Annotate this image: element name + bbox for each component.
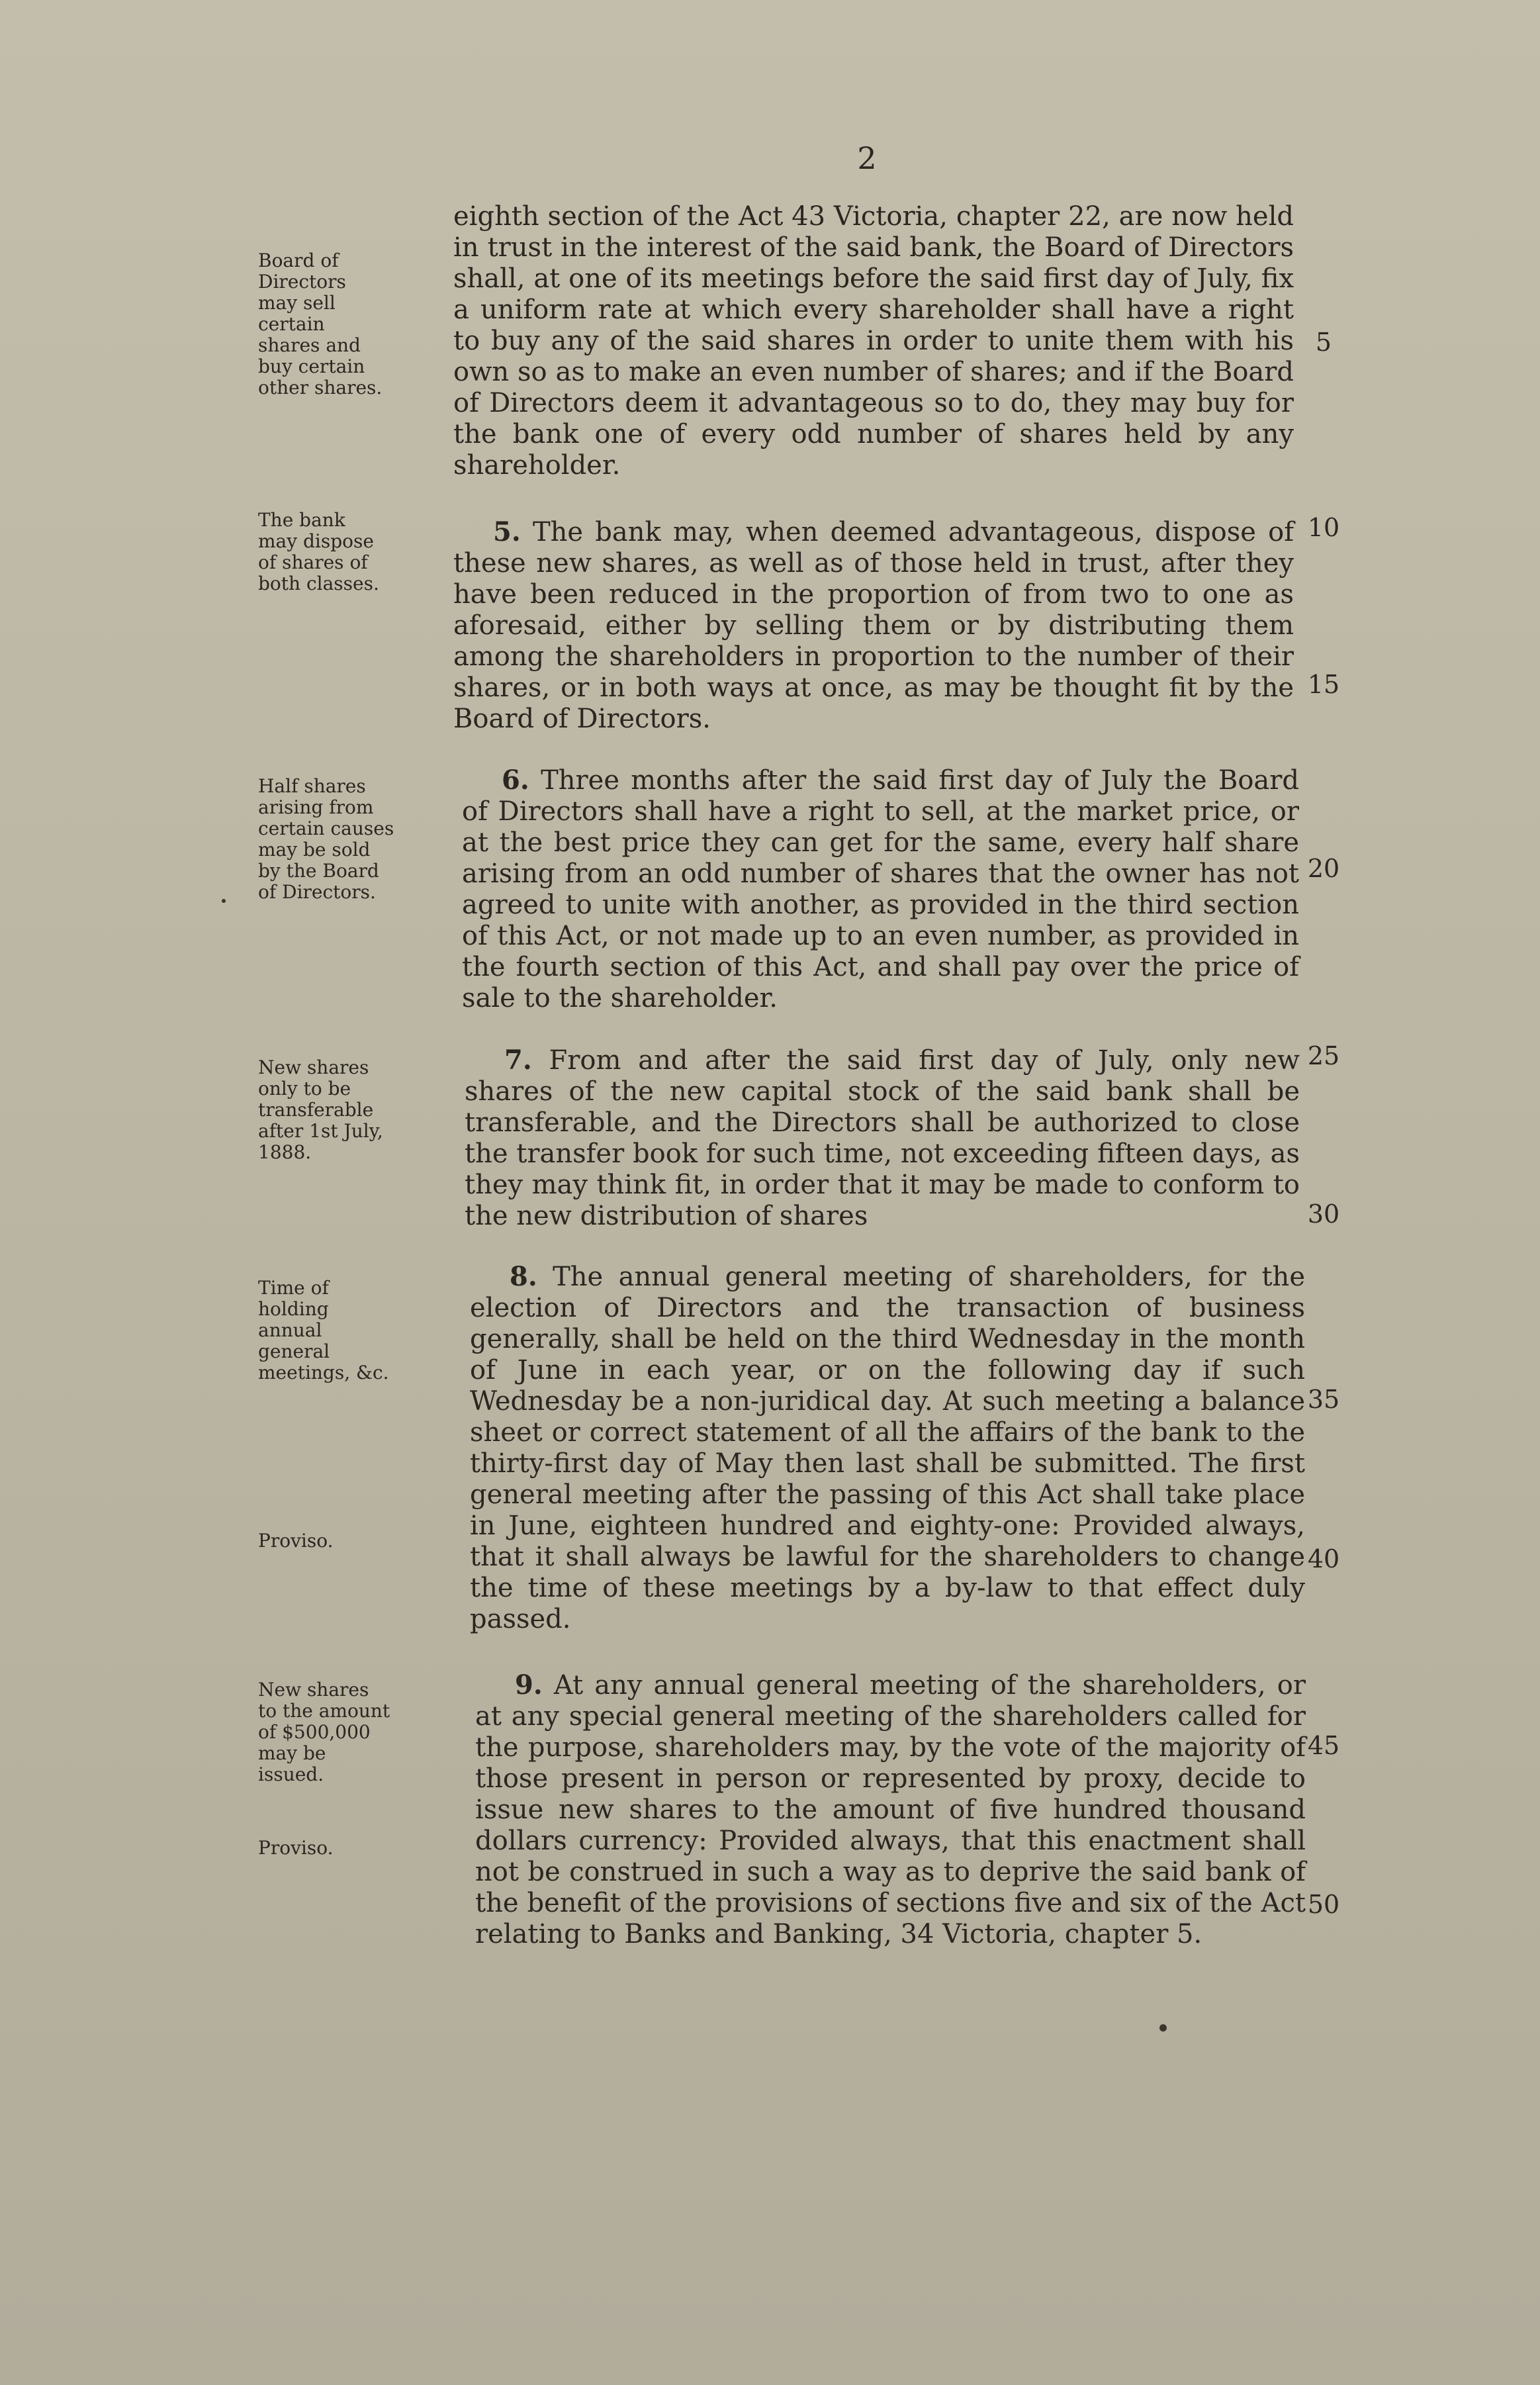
margin-note-half-shares: Half shares arising from certain causes may be sold by the Board of Directors. [258, 775, 394, 903]
margin-note-proviso-2: Proviso. [258, 1837, 334, 1859]
line-number: 15 [1307, 670, 1340, 699]
section-text: At any annual general meeting of the shareholders, or at any special general meeting of the shareholders called for the purpose, shareholders may, by the vote of the majority of those present in person or represented by proxy, decide to issue new shares to the amount of five hundred thousand dollars currency: Provided always, that this enactment shall not be construed in such a way as to deprive the said bank of the benefit of the provisions of sections five and six of the Act relating to Banks and Banking, 34 Victoria, chapter 5. [475, 1670, 1306, 1949]
margin-note-new-shares-issued: New shares to the amount of $500,000 may be issued. [258, 1679, 390, 1785]
section-number: 7. [504, 1045, 532, 1076]
section-7 [465, 1045, 1300, 1232]
line-number: 30 [1307, 1199, 1340, 1229]
line-number: 20 [1307, 854, 1340, 883]
margin-note-annual-meetings: Time of holding annual general meetings, &c. [258, 1277, 389, 1383]
margin-note-bank-may-dispose: The bank may dispose of shares of both classes. [258, 509, 379, 594]
line-number: 35 [1307, 1385, 1340, 1414]
margin-note-proviso: Proviso. [258, 1530, 334, 1552]
line-number: 25 [1307, 1041, 1340, 1070]
section-5 [453, 516, 1294, 735]
section-6 [462, 765, 1299, 1014]
section-text: The annual general meeting of shareholders, for the election of Directors and the transaction of business generally, shall be held on the third Wednesday in the month of June in each year, or on the following day if such Wednesday be a non-juridical day. At such meeting a balance sheet or correct statement of all the affairs of the bank to the thirty-first day of May then last shall be submitted. The first general meeting after the passing of this Act shall take place in June, eighteen hundred and eighty-one: Provided always, that it shall always be lawful for the shareholders to change the time of these meetings by a by-law to that effect duly passed. [470, 1262, 1305, 1634]
ink-speck [222, 899, 226, 903]
section-text: Three months after the said first day of July the Board of Directors shall have a right to sell, at the market price, or at the best price they can get for the same, every half share arising from an odd number of shares that the owner has not agreed to unite with another, as provided in the third section of this Act, or not made up to an even number, as provided in the fourth section of this Act, and shall pay over the price of sale to the shareholder. [462, 765, 1300, 1013]
line-number: 40 [1307, 1544, 1340, 1573]
section-number: 9. [515, 1669, 543, 1701]
section-8 [470, 1261, 1305, 1635]
line-number: 5 [1315, 328, 1332, 357]
line-number: 50 [1307, 1890, 1340, 1919]
paragraph-text: eighth section of the Act 43 Victoria, chapter 22, are now held in trust in the interest of the said bank, the Board of Directors shall, at one of its meetings before the said first day of July, fix a uniform rate at which every shareholder shall have a right to buy any of the said shares in order to unite them with his own so as to make an even number of shares; and if the Board of Directors deem it advantageous so to do, they may buy for the bank one of every odd number of shares held by any shareholder. [453, 201, 1294, 481]
margin-note-board-may-sell: Board of Directors may sell certain shares and buy certain other shares. [258, 250, 383, 398]
section-9 [475, 1669, 1306, 1950]
section-text: From and after the said first day of July, only new shares of the new capital stock of the said bank shall be transferable, and the Directors shall be authorized to close the transfer book for such time, not exceeding fifteen days, as they may think fit, in order that it may be made to conform to the new distribution of shares [465, 1045, 1300, 1231]
section-number: 6. [502, 765, 529, 796]
margin-note-new-shares-transferable: New shares only to be transferable after 1st July, 1888. [258, 1056, 383, 1163]
line-number: 45 [1307, 1731, 1340, 1760]
section-number: 8. [510, 1261, 537, 1292]
page-number: 2 [857, 140, 877, 176]
paragraph-continuation [453, 201, 1294, 481]
section-text: The bank may, when deemed advantageous, dispose of these new shares, as well as of those held in trust, after they have been reduced in the proportion of from two to one as aforesaid, either by selling them or by distributing them among the shareholders in proportion to the number of their shares, or in both ways at once, as may be thought fit by the Board of Directors. [453, 517, 1294, 734]
line-number: 10 [1307, 513, 1340, 542]
section-number: 5. [493, 516, 521, 547]
ink-speck [1159, 2024, 1167, 2032]
